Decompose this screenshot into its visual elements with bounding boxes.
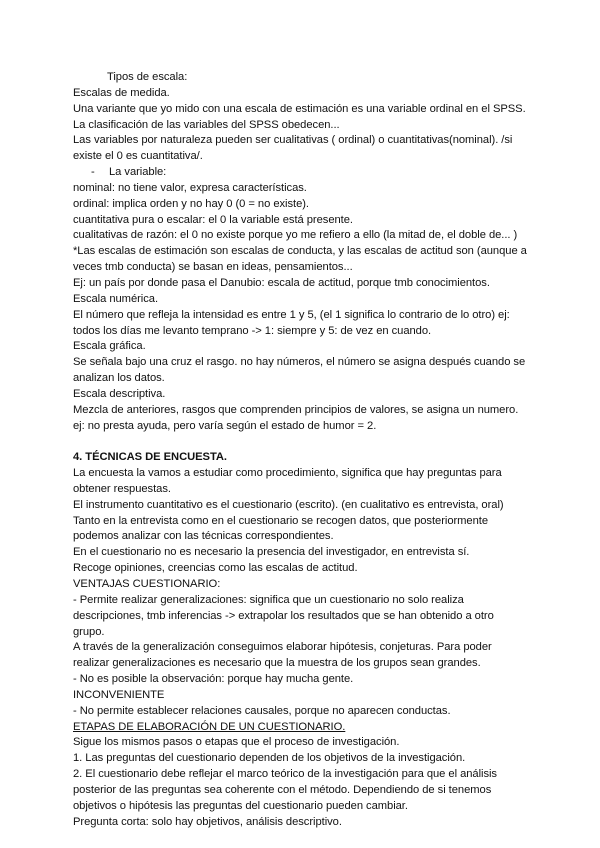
text-line: nominal: no tiene valor, expresa características. [73, 181, 307, 194]
document-body [73, 70, 553, 831]
text-line: Mezcla de anteriores, rasgos que comprenden principios de valores, se asigna un numero. [73, 403, 519, 416]
text-line: obtener respuestas. [73, 482, 171, 495]
text-line: - No es posible la observación: porque hay mucha gente. [73, 673, 354, 686]
paragraph-gap [73, 434, 553, 450]
text-line: Recoge opiniones, creencias como las escalas de actitud. [73, 562, 358, 575]
text-line: Una variante que yo mido con una escala de estimación es una variable ordinal en el SPSS. [73, 102, 526, 115]
text-line: Ej: un país por donde pasa el Danubio: escala de actitud, porque tmb conocimientos. [73, 276, 490, 289]
text-line: - Permite realizar generalizaciones: significa que un cuestionario no solo realiza [73, 593, 464, 606]
bullet-item [73, 165, 553, 181]
text-line: grupo. [73, 625, 105, 638]
text-line: El instrumento cuantitativo es el cuestionario (escrito). (en cualitativo es entrevista, oral) [73, 498, 504, 511]
text-line: ordinal: implica orden y no hay 0 (0 = no existe). [73, 197, 309, 210]
text-line: objetivos o hipótesis las preguntas del cuestionario pueden cambiar. [73, 799, 408, 812]
bullet-dash: - [91, 166, 95, 179]
text-line: La encuesta la vamos a estudiar como procedimiento, significa que hay preguntas para [73, 467, 502, 480]
text-line: Se señala bajo una cruz el rasgo. no hay números, el número se asigna después cuando se [73, 356, 526, 369]
text-line: Escala descriptiva. [73, 387, 166, 400]
text-line: cualitativas de razón: el 0 no existe porque yo me refiero a ello (la mitad de, el doble de... ) [73, 229, 518, 242]
text-line: Tanto en la entrevista como en el cuestionario se recogen datos, que posteriormente [73, 514, 489, 527]
text-line: Las variables por naturaleza pueden ser cualitativas ( ordinal) o cuantitativas(nominal). /si [73, 134, 513, 147]
text-line: descripciones, tmb inferencias -> extrapolar los resultados que se han obtenido a otro [73, 609, 494, 622]
text-line: analizan los datos. [73, 372, 165, 385]
text-line: veces tmb conducta) se basan en ideas, pensamientos... [73, 261, 353, 274]
text-line: ej: no presta ayuda, pero varía según el estado de humor = 2. [73, 419, 377, 432]
text-line: posterior de las preguntas sea coherente con el método. Dependiendo de si tenemos [73, 783, 492, 796]
text-line: INCONVENIENTE [73, 688, 165, 701]
text-line: 2. El cuestionario debe reflejar el marco teórico de la investigación para que el análisis [73, 768, 497, 781]
bullet-text: La variable: [109, 166, 167, 179]
text-line: El número que refleja la intensidad es entre 1 y 5, (el 1 significa lo contrario de lo otro) ej: [73, 308, 510, 321]
text-line: Escala gráfica. [73, 340, 146, 353]
section-heading: 4. TÉCNICAS DE ENCUESTA. [73, 451, 227, 464]
text-line: *Las escalas de estimación son escalas de conducta, y las escalas de actitud son (aunque a [73, 245, 527, 258]
section-title: Tipos de escala: [107, 71, 188, 83]
text-line: VENTAJAS CUESTIONARIO: [73, 578, 221, 590]
text-line: Escala numérica. [73, 292, 159, 305]
text-line: existe el 0 es cuantitativa/. [73, 150, 203, 163]
text-line: cuantitativa pura o escalar: el 0 la variable está presente. [73, 213, 353, 226]
text-line: En el cuestionario no es necesario la presencia del investigador, en entrevista sí. [73, 546, 470, 559]
text-line: todos los días me levanto temprano -> 1: siempre y 5: de vez en cuando. [73, 324, 432, 337]
text-line: Sigue los mismos pasos o etapas que el proceso de investigación. [73, 736, 400, 749]
text-line: podemos analizar con las técnicas correspondientes. [73, 530, 334, 543]
section-subheading: ETAPAS DE ELABORACIÓN DE UN CUESTIONARIO. [73, 720, 346, 733]
text-line: La clasificación de las variables del SPSS obedecen... [73, 118, 340, 131]
text-line: 1. Las preguntas del cuestionario dependen de los objetivos de la investigación. [73, 752, 466, 765]
text-line: Pregunta corta: solo hay objetivos, análisis descriptivo. [73, 815, 342, 828]
text-line: Escalas de medida. [73, 86, 170, 99]
text-line: - No permite establecer relaciones causales, porque no aparecen conductas. [73, 704, 451, 717]
text-line: A través de la generalización conseguimos elaborar hipótesis, conjeturas. Para poder [73, 641, 492, 654]
text-line: realizar generalizaciones es necesario que la muestra de los grupos sean grandes. [73, 657, 481, 670]
